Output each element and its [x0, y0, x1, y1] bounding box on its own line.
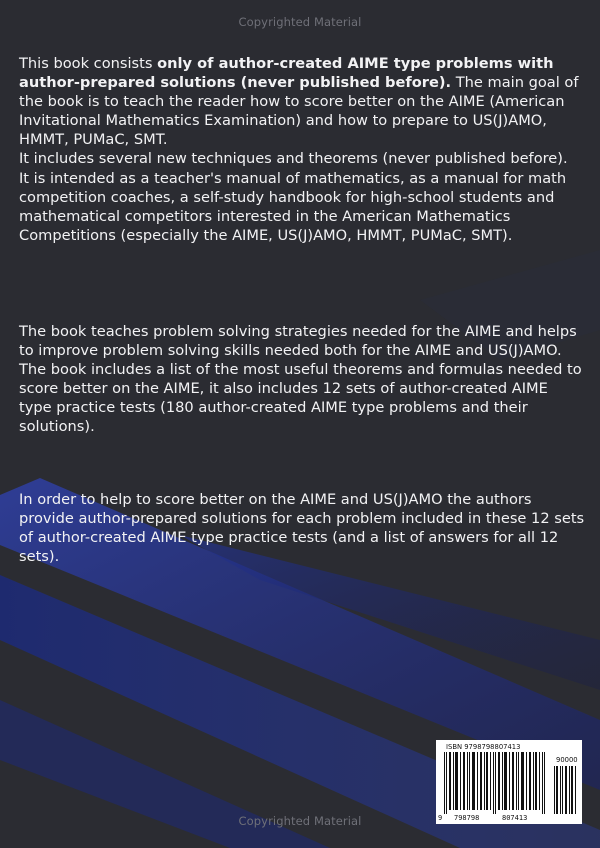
isbn-label: ISBN 9798798807413 — [446, 743, 521, 751]
intro-text: This book consists — [19, 55, 158, 72]
audience-text: It is intended as a teacher's manual of mathematics, as a manual for math competition coaches, a self-study handbook for high-school students and mathematical competitors interested in the American Mathematics Competitions (especially the AIME, US(J)AMO, HMMT, PUMaC, SMT). — [19, 169, 567, 244]
paragraph-1 — [19, 54, 585, 245]
isbn-barcode — [436, 740, 582, 824]
barcode-digits-right: 807413 — [502, 814, 528, 822]
goal-text: The main goal of the book is to teach the reader how to score better on the AIME (American Invitational Mathematics Examination) and how to prepare to US(J)AMO, HMMT, PUMaC, SMT. — [19, 74, 579, 149]
barcode-digits-left: 798798 — [454, 814, 480, 822]
barcode-digit-lead: 9 — [438, 814, 443, 822]
bold-claim: only of author-created AIME type problems with author-prepared solutions (never published before). — [19, 55, 554, 92]
watermark-bottom: Copyrighted Material — [238, 814, 362, 828]
price-code: 90000 — [556, 756, 578, 764]
techniques-text: It includes several new techniques and theorems (never published before). — [19, 150, 568, 168]
strategies-text: The book teaches problem solving strategies needed for the AIME and helps to improve problem solving skills needed both for the AIME and US(J)AMO. The book includes a list of the most useful theorems and formulas needed to score better on the AIME, it also includes 12 sets of author-created AIME type practice tests (180 author-created AIME type problems and their solutions). — [19, 323, 582, 436]
paragraph-3 — [19, 490, 585, 566]
watermark-top: Copyrighted Material — [238, 15, 362, 29]
addon-barcode-bars — [554, 766, 576, 814]
solutions-text: In order to help to score better on the AIME and US(J)AMO the authors provide author-prepared solutions for each problem included in these 12 sets of author-created AIME type practice tests (and a list of answers for all 12 sets). — [19, 491, 585, 566]
barcode-bars — [442, 752, 550, 814]
paragraph-2 — [19, 322, 585, 437]
